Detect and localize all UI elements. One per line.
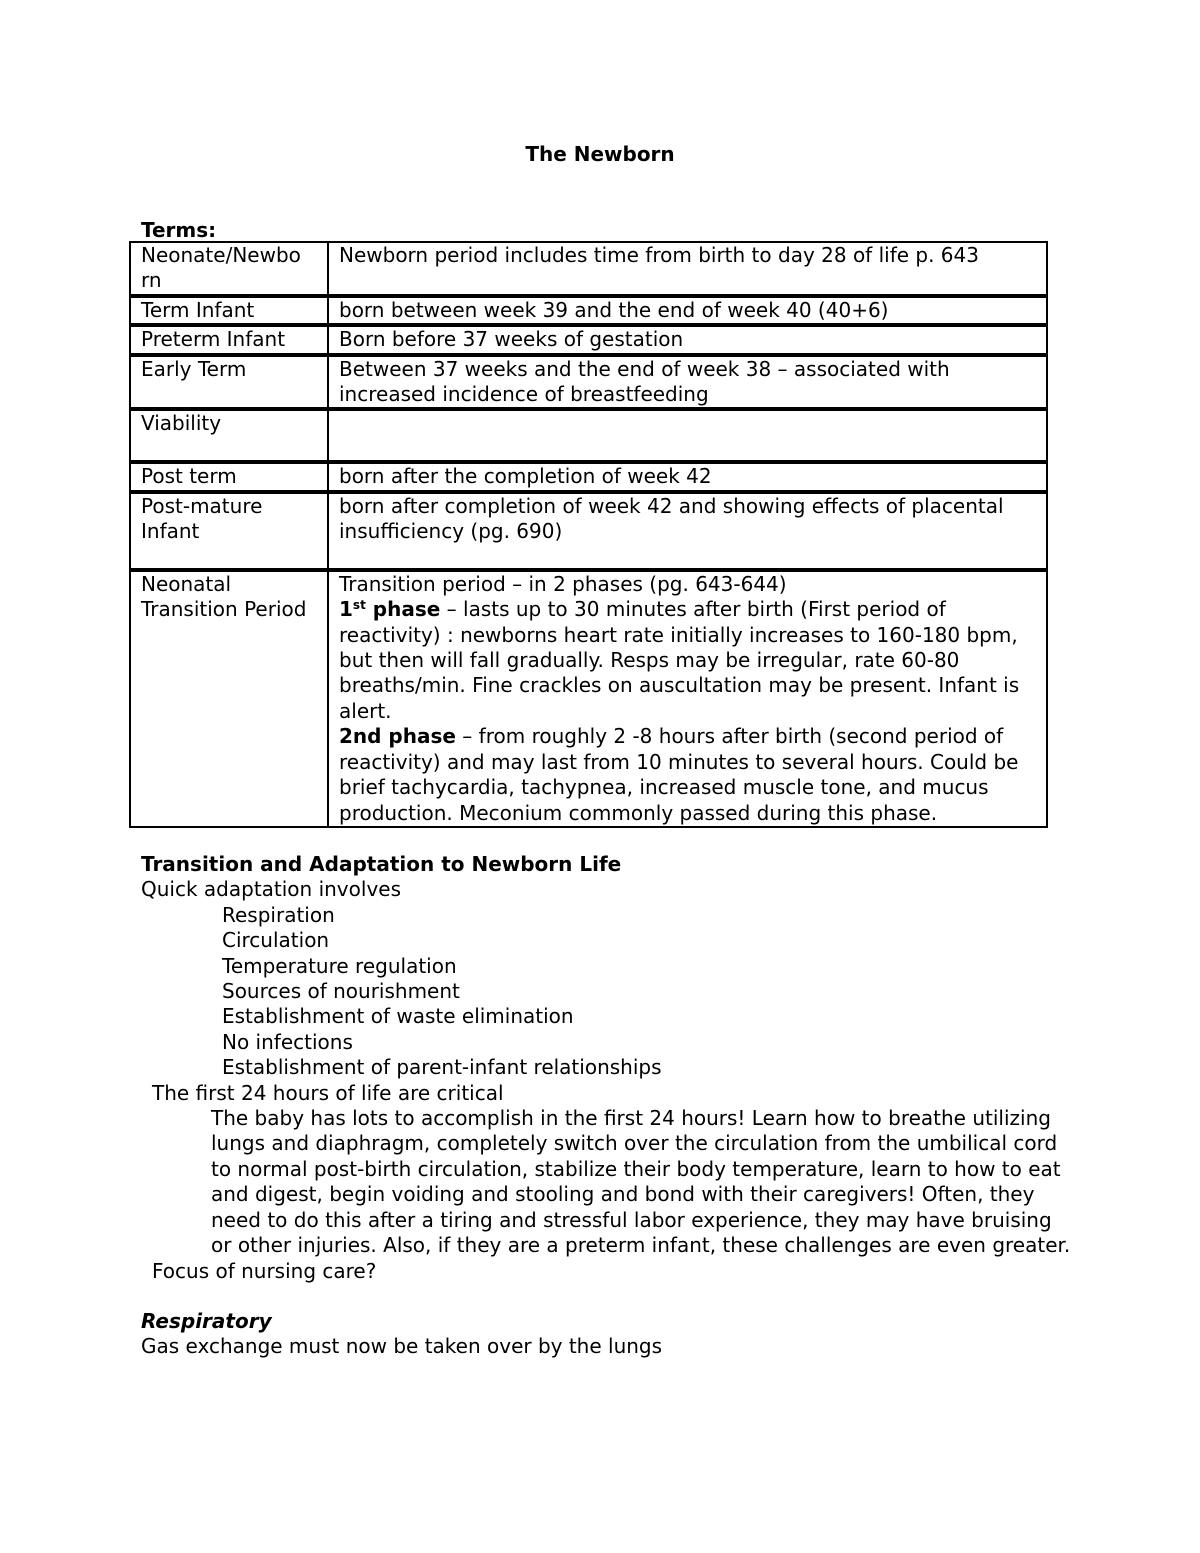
table-row <box>129 241 1048 296</box>
transition-heading: Transition and Adaptation to Newborn Life <box>141 852 622 876</box>
list-item: Temperature regulation <box>222 953 457 978</box>
term-cell: Viability <box>129 409 327 462</box>
table-row <box>129 325 1048 354</box>
table-row <box>129 409 1048 462</box>
table-row <box>129 462 1048 491</box>
transition-intro: Transition period – in 2 phases (pg. 643-644) <box>339 571 787 596</box>
document-title: The Newborn <box>525 142 675 166</box>
definition-cell: born after completion of week 42 and showing effects of placental insufficiency (pg. 690) <box>327 492 1048 570</box>
terms-label: Terms: <box>141 218 217 242</box>
definition-cell: Newborn period includes time from birth to day 28 of life p. 643 <box>327 241 1048 296</box>
list-item: Sources of nourishment <box>222 979 460 1004</box>
phase-one-label: 1st phase <box>339 597 441 622</box>
definition-cell: born after the completion of week 42 <box>327 462 1048 491</box>
table-row <box>129 492 1048 570</box>
list-item: No infections <box>222 1029 353 1054</box>
first-24-hours-paragraph: The baby has lots to accomplish in the first 24 hours! Learn how to breathe utilizing lungs and diaphragm, completely switch over the circulation from the umbilical cord to normal post-birth circulation, stabilize their body temperature, learn to how to eat and digest, begin voiding and stooling and bond with their caregivers! Often, they need to do this after a tiring and stressful labor experience, they may have bruising or other injuries. Also, if they are a preterm infant, these challenges are even greater. <box>211 1106 1071 1258</box>
definition-cell <box>327 409 1048 462</box>
term-cell: Early Term <box>129 355 327 410</box>
list-item: Circulation <box>222 928 330 953</box>
definition-cell: Born before 37 weeks of gestation <box>327 325 1048 354</box>
definition-cell: born between week 39 and the end of week 40 (40+6) <box>327 296 1048 325</box>
nursing-focus-question: Focus of nursing care? <box>152 1258 377 1283</box>
phase-two-text: 2nd phase – from roughly 2 -8 hours after birth (second period of reactivity) and may last from 10 minutes to several hours. Could be brief tachycardia, tachypnea, increased muscle tone, and mucus production. Meconium commonly passed during this phase. <box>339 724 1019 825</box>
list-item: Establishment of waste elimination <box>222 1004 574 1029</box>
list-item: Respiration <box>222 902 335 927</box>
adaptation-intro: Quick adaptation involves <box>141 877 401 902</box>
table-row <box>129 570 1048 828</box>
term-cell: Term Infant <box>129 296 327 325</box>
list-item: Establishment of parent-infant relationships <box>222 1055 662 1080</box>
table-row <box>129 355 1048 410</box>
term-cell: Neonate/Newbo rn <box>129 241 327 296</box>
term-cell: Preterm Infant <box>129 325 327 354</box>
critical-statement: The first 24 hours of life are critical <box>152 1080 504 1105</box>
terms-table <box>129 241 1048 828</box>
table-row <box>129 296 1048 325</box>
transition-section <box>141 852 1101 1360</box>
term-cell: Neonatal Transition Period <box>129 570 327 828</box>
definition-cell <box>327 570 1048 828</box>
definition-cell: Between 37 weeks and the end of week 38 – associated with increased incidence of breastfeeding <box>327 355 1048 410</box>
phase-one-text: 1st phase – lasts up to 30 minutes after birth (First period of reactivity) : newborns heart rate initially increases to 160-180 bpm, but then will fall gradually. Resps may be irregular, rate 60-80 breaths/min. Fine crackles on auscultation may be present. Infant is alert. <box>339 597 1020 723</box>
term-cell: Post-mature Infant <box>129 492 327 570</box>
spacer <box>141 1284 1101 1309</box>
respiratory-text: Gas exchange must now be taken over by the lungs <box>141 1334 663 1359</box>
respiratory-heading: Respiratory <box>141 1308 272 1333</box>
term-cell: Post term <box>129 462 327 491</box>
phase-two-label: 2nd phase <box>339 724 456 749</box>
